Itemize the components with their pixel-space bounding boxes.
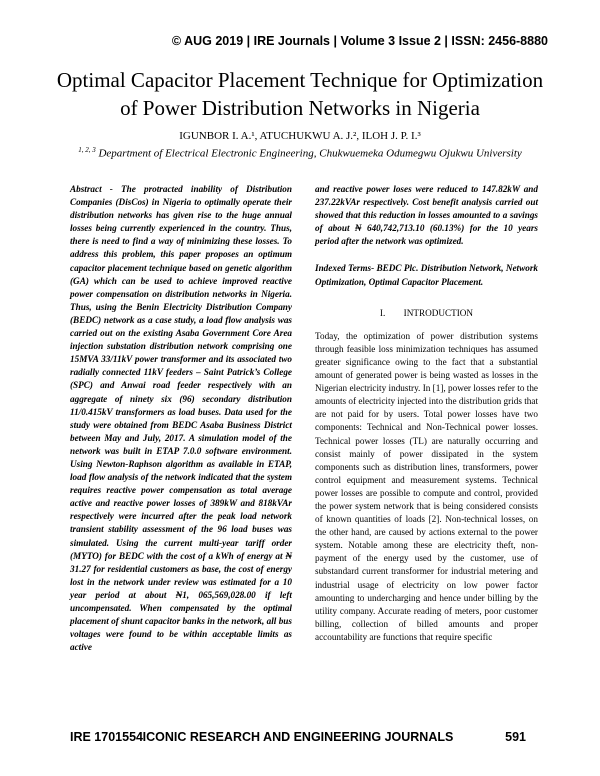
section-number: I. — [379, 307, 386, 318]
left-column — [70, 183, 292, 654]
author-list: IGUNBOR I. A.¹, ATUCHUKWU A. J.², ILOH J. P. I.³ — [179, 130, 421, 142]
footer-journal-name: ICONIC RESEARCH AND ENGINEERING JOURNALS — [142, 730, 454, 744]
section-heading — [315, 307, 538, 320]
abstract-part-1: Abstract - The protracted inability of Distribution Companies (DisCos) in Nigeria to optimally operate their distribution networks has given rise to the huge annual losses being currently experienced in the country. Thus, there is need to find a way of minimizing these losses. To address this problem, this paper proposes an optimum capacitor placement technique based on genetic algorithm (GA) which can be used to achieve improved reactive power compensation on distribution networks in Nigeria. Thus, using the Benin Electricity Distribution Company (BEDC) network as a case study, a load flow analysis was carried out on the existing Asaba Government Core Area injection substation distribution network comprising one 15MVA 33/11kV power transformer and its associated two radially connected 11kV feeders – Saint Patrick’s College (SPC) and Anwai road feeder respectively with an aggregate of ninety six (96) secondary distribution 11/0.415kV transformers as load buses. Data used for the study were obtained from BEDC Asaba Business District between May and July, 2017. A simulation model of the network was built in ETAP 7.0.0 software environment. Using Newton-Raphson algorithm as available in ETAP, load flow analysis of the network indicated that the system requires reactive power compensation as total average active and reactive power losses of 389kW and 818kVAr respectively were incurred after the peak load network transient stability assessment of the 96 load buses was simulated. Using the current multi-year tariff order (MYTO) for BEDC with the cost of a kWh of energy at ₦ 31.27 for residential customers as base, the cost of energy lost in the network under review was estimated for a 10 year period at about ₦1, 065,569,028.00 if left uncompensated. When compensated by the optimal placement of shunt capacitor banks in the network, all bus voltages were found to be within acceptable limits as active — [70, 184, 292, 653]
footer-paper-id: IRE 1701554 — [70, 730, 143, 744]
abstract-part-2: and reactive power loses were reduced to 147.82kW and 237.22kVAr respectively. Cost benefit analysis carried out showed that this reduction in losses amounted to a savings of about ₦ 640,742,713.10 (60.13%) for the 10 years period after the network was optimized. — [315, 184, 538, 247]
affiliation-superscripts: 1, 2, 3 — [78, 146, 96, 154]
page-number: 591 — [505, 730, 526, 744]
index-terms: Indexed Terms- BEDC Plc. Distribution Network, Network Optimization, Optimal Capacitor Placement. — [315, 263, 538, 287]
right-column — [315, 183, 538, 644]
journal-header: © AUG 2019 | IRE Journals | Volume 3 Issue 2 | ISSN: 2456-8880 — [171, 34, 548, 48]
affiliation-text: Department of Electrical Electronic Engineering, Chukwuemeka Odumegwu Ojukwu University — [98, 147, 522, 160]
section-title: INTRODUCTION — [403, 307, 474, 318]
introduction-text: Today, the optimization of power distribution systems through feasible loss minimization techniques has assumed greater significance owing to the fact that a substantial amount of generated power is being wasted as losses in the Nigerian electricity industry. In [1], power losses refer to the amounts of electricity injected into the distribution grids that are not paid for by users. Total power losses have two components: Technical and Non-Technical power losses. Technical power losses (TL) are naturally occurring and consist mainly of power dissipated in the system components such as distribution lines, transformers, power control equipment and measurement systems. Technical power losses are possible to compute and control, provided the power system network that is being considered consists of known quantities of loads [2]. Non-technical losses, on the other hand, are caused by actions external to the power system. Notable among these are electricity theft, non-payment of the energy used by the customer, use of substandard current transformer for industrial metering and industrial usage of electricity on low power factor amounting to undercharging and hence under billing by the utility company. Accurate reading of meters, poor customer billing, collection of billed amounts and proper accountability are functions that require specific — [315, 330, 539, 642]
page-footer — [70, 730, 526, 746]
affiliation — [40, 146, 560, 160]
paper-title — [40, 66, 560, 122]
title-line-1: Optimal Capacitor Placement Technique for Optimization — [56, 68, 544, 92]
title-line-2: of Power Distribution Networks in Nigeria — [120, 96, 480, 120]
